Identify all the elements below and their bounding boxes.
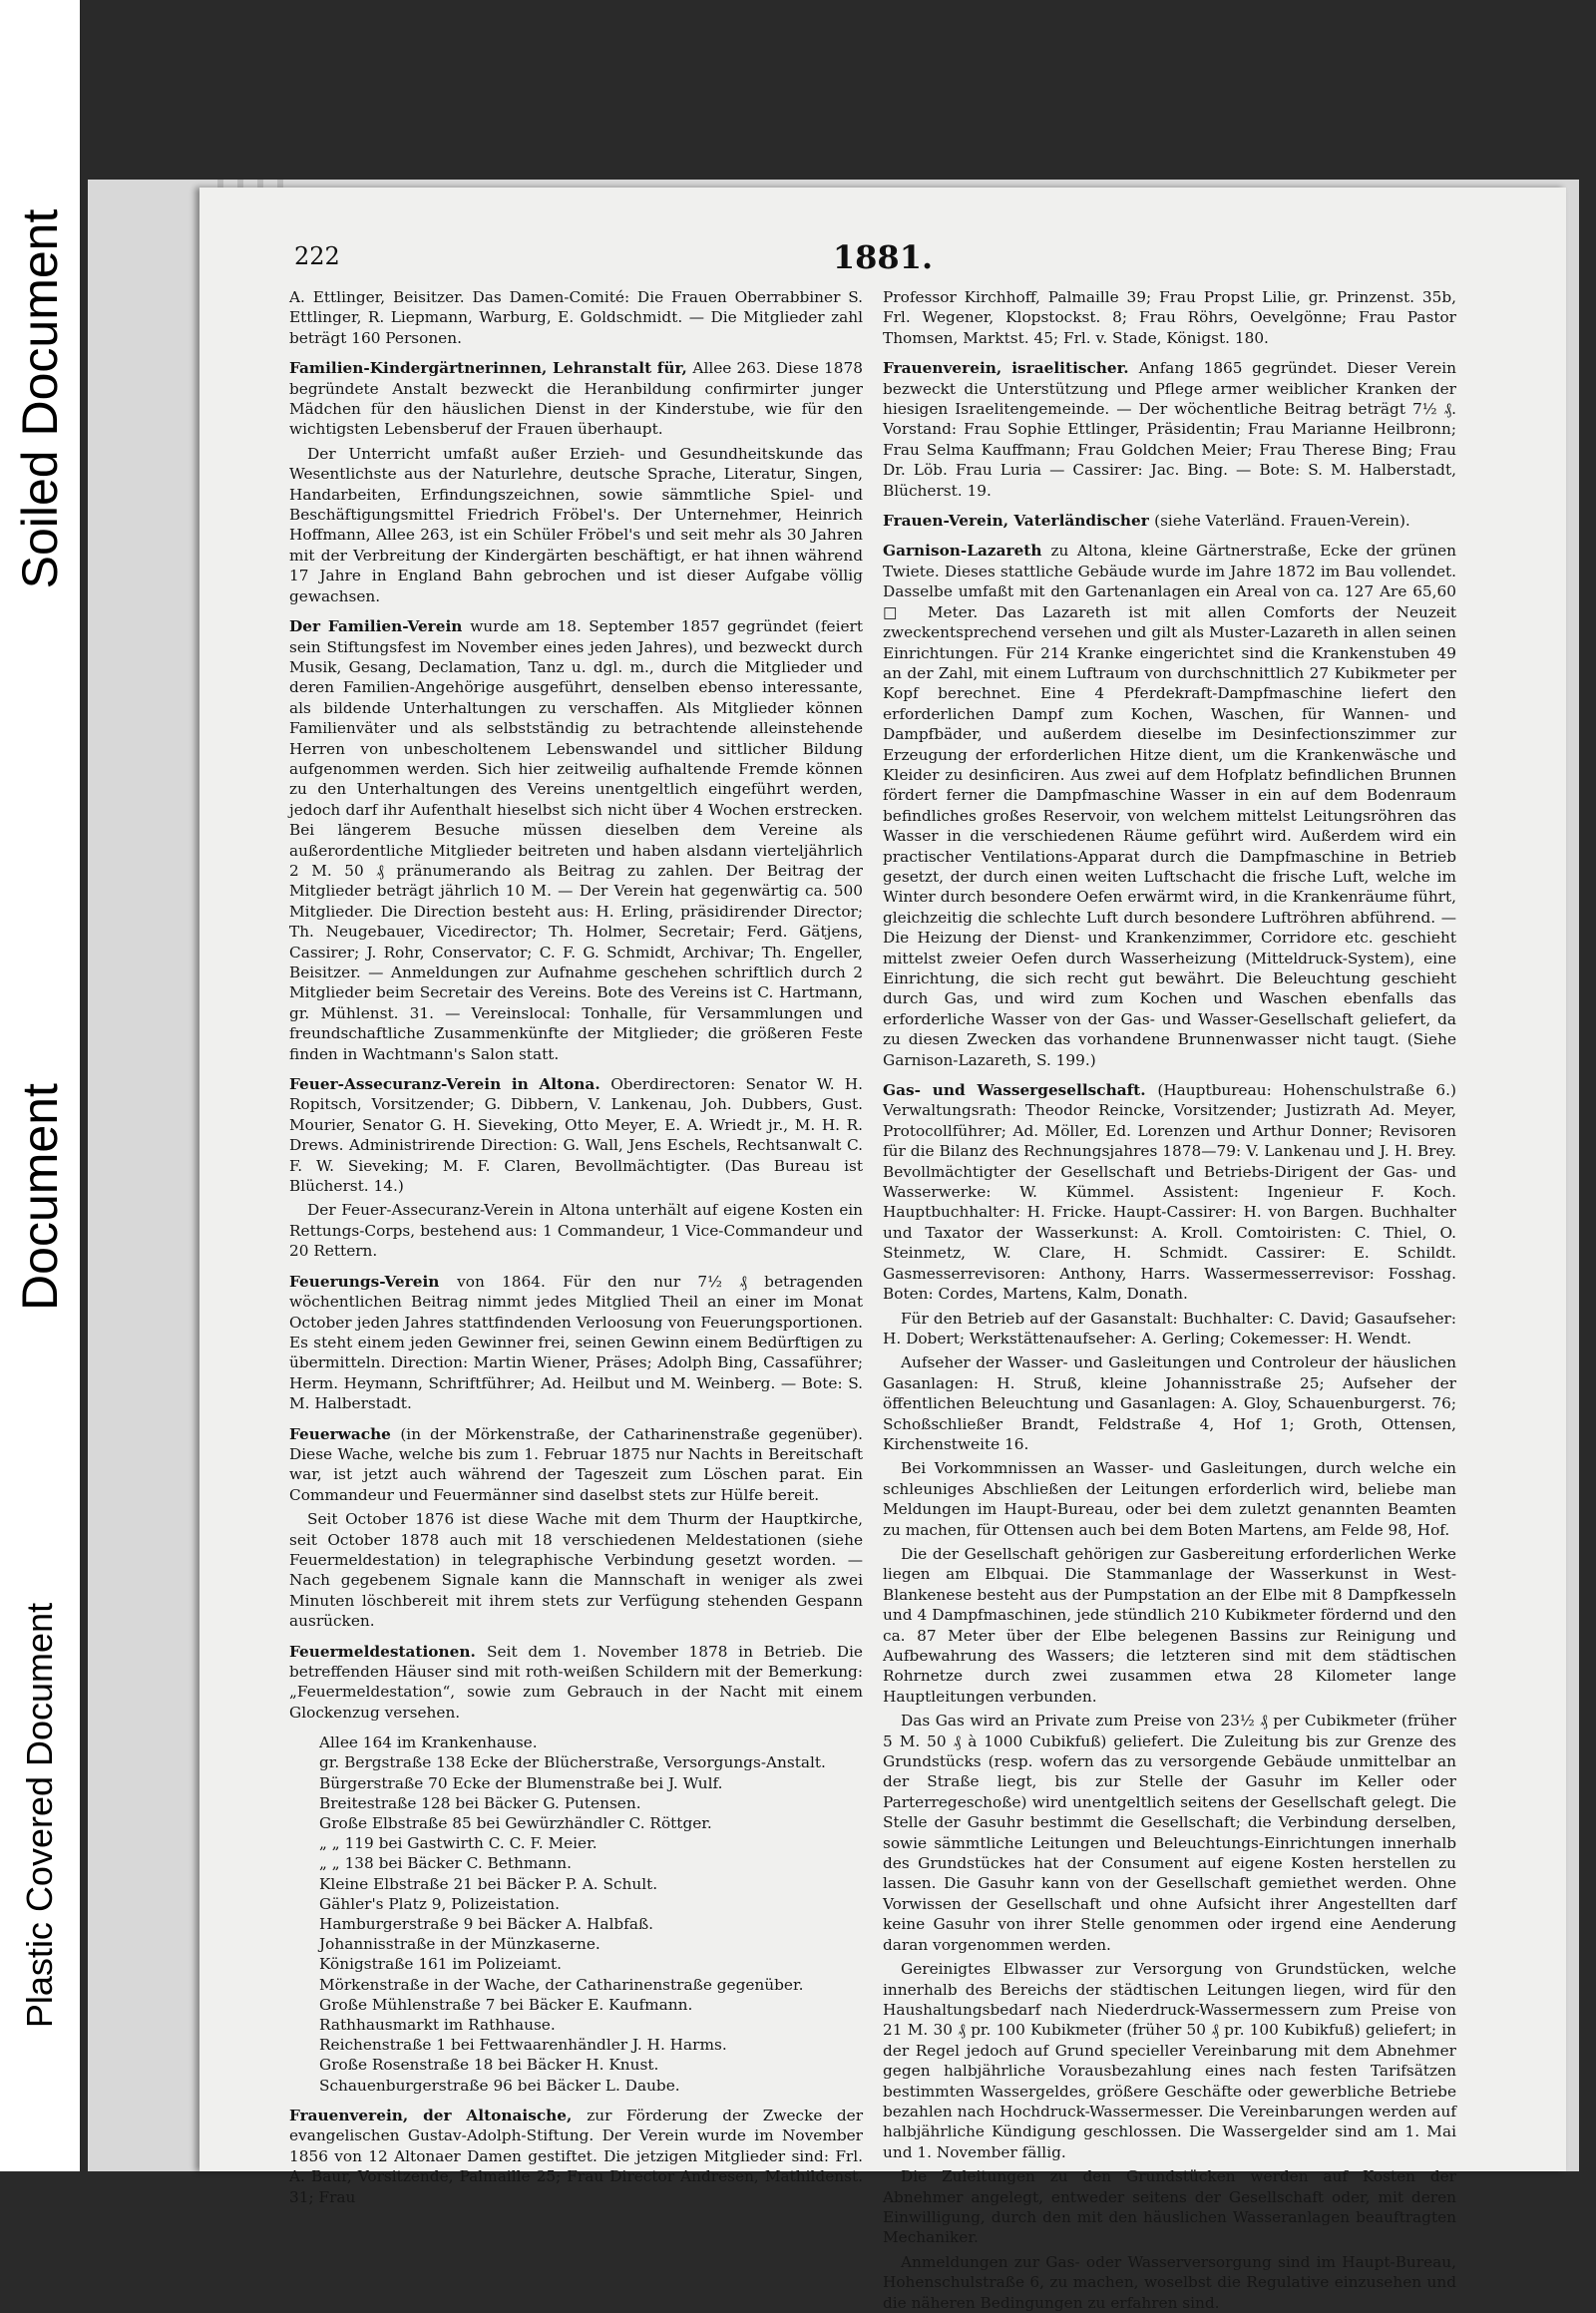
entry-text: zur Förderung der Zwecke der evangelischen Gustav-Adolph-Stiftung. Der Verein wurde im November 1856 von 12 Altonaer Damen gestiftet. Die jetzigen Mitglieder sind: Frl. A. Baur, Vorsitzende, Palmaille 25; Frau Director Andresen, Mathildenst. 31; Frau	[289, 2106, 864, 2206]
entry-paragraph	[883, 1959, 1456, 2162]
entry-text: Anmeldungen zur Gas- oder Wasserversorgung sind im Haupt-Bureau, Hohenschulstraße 6, zu machen, woselbst die Regulative einzusehen und die näheren Bedingungen zu erfahren sind.	[883, 2252, 1456, 2312]
list-item: Gähler's Platz 9, Polizeistation.	[319, 1894, 560, 1913]
list-item: Johannisstraße in der Münzkaserne.	[319, 1935, 600, 1954]
left-column	[289, 287, 864, 2206]
station-list	[319, 1733, 863, 2096]
directory-entry	[289, 358, 863, 606]
entry-paragraph	[883, 1080, 1456, 1304]
list-item: Reichenstraße 1 bei Fettwaarenhändler J. H. Harms.	[319, 2036, 727, 2055]
entry-heading: Feuermeldestationen.	[289, 1642, 488, 1661]
directory-entry	[289, 616, 863, 1064]
list-item: Hamburgerstraße 9 bei Bäcker A. Halbfaß.	[319, 1915, 654, 1934]
entry-text: Seit October 1876 ist diese Wache mit dem Thurm der Hauptkirche, seit October 1878 auch mit 18 verschiedenen Meldestationen (siehe Feuermeldestation) in telegraphische Verbindung gesetzt worden. — Nach gegebenem Signale kann die Mannschaft in weniger als zwei Minuten löschbereit mit ihrem stets zur Verfügung stehenden Gespann ausrücken.	[289, 1510, 863, 1631]
directory-entry	[289, 1074, 863, 1262]
directory-entry	[883, 541, 1456, 1070]
entry-paragraph	[883, 2166, 1456, 2248]
list-item: „ „ 138 bei Bäcker C. Bethmann.	[319, 1854, 573, 1873]
list-item: Große Rosenstraße 18 bei Bäcker H. Knust.	[319, 2056, 659, 2075]
directory-entry	[289, 1642, 863, 1724]
entry-heading: Frauenverein, israelitischer.	[883, 359, 1139, 378]
right-column	[883, 287, 1457, 2312]
entry-text: wurde am 18. September 1857 gegründet (feiert sein Stiftungsfest im November eines jeden Jahres), und bezweckt durch Musik, Gesang, Declamation, Tanz u. dgl. m., durch die Mitglieder und deren Familien-Angehörige ausgeführt, denselben ebenso interessante, als bildende Unterhaltungen zu verschaffen. Als Mitglieder können Familienväter und als selbstständig zu betrachtende alleinstehende Herren von unbescholtenem Lebenswandel und sittlicher Bildung aufgenommen werden. Sich hier zeitweilig aufhaltende Fremde können zu den Unterhaltungen des Vereins unentgeltlich eingeführt werden, jedoch darf ihr Aufenthalt hieselbst sich nicht über 4 Wochen erstrecken. Bei längerem Besuche müssen dieselben dem Vereine als außerordentliche Mitglieder beitreten und haben alsdann vierteljährlich 2 M. 50 ₰ pränumerando als Beitrag zu zahlen. Der Beitrag der Mitglieder beträgt jährlich 10 M. — Der Verein hat gegenwärtig ca. 500 Mitglieder. Die Direction besteht aus: H. Erling, präsidirender Director; Th. Neugebauer, Vicedirector; Th. Holmer, Secretair; Ferd. Gätjens, Cassirer; J. Rohr, Conservator; C. F. G. Schmidt, Archivar; Th. Engeller, Beisitzer. — Anmeldungen zur Aufnahme geschehen schriftlich durch 2 Mitglieder beim Secretair des Vereins. Bote des Vereins ist C. Hartmann, gr. Mühlenst. 31. — Vereinslocal: Tonhalle, für Versammlungen und freundschaftliche Zusammenkünfte der Mitglieder; die größeren Feste finden in Wachtmann's Salon statt.	[289, 617, 863, 1063]
document-page	[200, 188, 1566, 2312]
entry-text: Die der Gesellschaft gehörigen zur Gasbereitung erforderlichen Werke liegen am Elbquai. Die Stammanlage der Wasserkunst in West-Blankenese besteht aus der Pumpstation an der Elbe mit 8 Dampfkesseln und 4 Dampfmaschinen, jede stündlich 210 Kubikmeter fördernd und den ca. 87 Meter über der Elbe belegenen Bassins zur Reinigung und Aufbewahrung des Wassers; die letzteren sind mit dem städtischen Rohrnetze durch zwei zusammen etwa 28 Kilometer lange Hauptleitungen verbunden.	[883, 1544, 1456, 1706]
entry-heading: Feuerungs-Verein	[289, 1272, 458, 1291]
page-header	[294, 238, 1471, 282]
margin-label-strip	[0, 0, 80, 2171]
list-item: Kleine Elbstraße 21 bei Bäcker P. A. Schult.	[319, 1874, 658, 1893]
list-item: Königstraße 161 im Polizeiamt.	[319, 1955, 562, 1974]
entry-text: Für den Betrieb auf der Gasanstalt: Buchhalter: C. David; Gasaufseher: H. Dobert; Werkstättenaufseher: A. Gerling; Cokemesser: H. Wendt.	[883, 1309, 1456, 1348]
list-item: Mörkenstraße in der Wache, der Catharinenstraße gegenüber.	[319, 1975, 804, 1994]
directory-entry	[883, 287, 1456, 348]
entry-text: (siehe Vaterländ. Frauen-Verein).	[1154, 512, 1410, 531]
entry-paragraph	[289, 616, 863, 1064]
entry-paragraph	[883, 358, 1456, 501]
list-item: Große Mühlenstraße 7 bei Bäcker E. Kaufmann.	[319, 1995, 693, 2014]
page-year: 1881.	[832, 238, 934, 276]
directory-entry	[289, 2106, 863, 2207]
entry-paragraph	[289, 1272, 863, 1414]
entry-heading: Feuerwache	[289, 1424, 401, 1443]
list-item: Breitestraße 128 bei Bäcker G. Putensen.	[319, 1793, 641, 1812]
entry-paragraph	[883, 1309, 1456, 1349]
directory-entry	[883, 358, 1456, 501]
entry-paragraph	[883, 1352, 1456, 1454]
entry-paragraph	[883, 1544, 1456, 1707]
directory-entry	[883, 1080, 1456, 2313]
margin-label-soiled: Soiled Document	[12, 208, 68, 589]
page-number: 222	[294, 242, 340, 270]
entry-paragraph	[883, 1458, 1456, 1540]
entry-paragraph	[289, 2106, 863, 2207]
entry-paragraph	[289, 444, 863, 606]
list-item: „ „ 119 bei Gastwirth C. C. F. Meier.	[319, 1834, 598, 1853]
entry-text: Allee 263. Diese 1878 begründete Anstalt bezweckt die Heranbildung confirmirter junger Mädchen für den häuslichen Dienst in der Kinderstube, wie für den wichtigsten Lebensberuf der Frauen überhaupt.	[289, 359, 863, 439]
directory-entry	[289, 1272, 863, 1414]
entry-paragraph	[289, 1200, 863, 1261]
entry-paragraph	[289, 1509, 863, 1631]
list-item: Bürgerstraße 70 Ecke der Blumenstraße bei J. Wulf.	[319, 1773, 723, 1792]
entry-paragraph	[289, 358, 863, 440]
entry-text: Der Feuer-Assecuranz-Verein in Altona unterhält auf eigene Kosten ein Rettungs-Corps, bestehend aus: 1 Commandeur, 1 Vice-Commandeur und 20 Rettern.	[289, 1201, 863, 1261]
entry-text: A. Ettlinger, Beisitzer. Das Damen-Comité: Die Frauen Oberrabbiner S. Ettlinger, R. Liepmann, Warburg, E. Goldschmidt. — Die Mitglieder zahl beträgt 160 Personen.	[289, 288, 863, 347]
list-item: Rathhausmarkt im Rathhause.	[319, 2016, 556, 2035]
directory-entry	[883, 511, 1456, 531]
entry-text: Seit dem 1. November 1878 in Betrieb. Die betreffenden Häuser sind mit roth-weißen Schildern mit der Bemerkung: „Feuermeldestation“, sowie zum Gebrauch in der Nacht mit einem Glockenzug versehen.	[289, 1642, 863, 1722]
entry-paragraph	[883, 541, 1456, 1070]
entry-text: Professor Kirchhoff, Palmaille 39; Frau Propst Lilie, gr. Prinzenst. 35b, Frl. Wegener, Klopstockst. 8; Frau Röhrs, Oevelgönne; Frau Pastor Thomsen, Marktst. 45; Frl. v. Stade, Königst. 180.	[883, 288, 1456, 347]
entry-paragraph	[289, 1074, 863, 1196]
margin-label-plastic: Plastic Covered Document	[19, 1602, 60, 2029]
entry-text: Der Unterricht umfaßt außer Erzieh- und Gesundheitskunde das Wesentlichste aus der Naturlehre, deutsche Sprache, Literatur, Singen, Handarbeiten, Erfindungszeichnen, sowie sämmtliche Spiel- und Beschäftigungsmittel Friedrich Fröbel's. Der Unternehmer, Heinrich Hoffmann, Allee 263, ist ein Schüler Fröbel's und seit mehr als 30 Jahren mit der Verbreitung der Kindergärten beschäftigt, er hat ihnen während 17 Jahre in England Bahn gebrochen und ist dieser Aufgabe völlig gewachsen.	[289, 444, 863, 605]
entry-heading: Frauenverein, der Altonaische,	[289, 2106, 588, 2124]
entry-paragraph	[289, 287, 863, 348]
list-item: gr. Bergstraße 138 Ecke der Blücherstraße, Versorgungs-Anstalt.	[319, 1753, 826, 1772]
entry-text: Die Zuleitungen zu den Grundstücken werden auf Kosten der Abnehmer angelegt, entweder seitens der Gesellschaft oder, mit deren Einwilligung, durch den mit den häuslichen Wasseranlagen beauftragten Mechaniker.	[883, 2167, 1456, 2247]
entry-text: Aufseher der Wasser- und Gasleitungen und Controleur der häuslichen Gasanlagen: H. Struß, kleine Johannisstraße 25; Aufseher der öffentlichen Beleuchtung und Gasanlagen: A. Gloy, Schauenburgerst. 76; Schoßschließer Brandt, Feldstraße 4, Hof 1; Groth, Ottensen, Kirchenstweite 16.	[883, 1353, 1456, 1453]
entry-text: (Hauptbureau: Hohenschulstraße 6.) Verwaltungsrath: Theodor Reincke, Vorsitzender; Justizrath Ad. Meyer, Protocollführer; Ad. Möller, Ed. Lorenzen und Arthur Donner; Revisoren für die Bilanz des Rechnungsjahres 1878—79: V. Lankenau und J. H. Brey. Bevollmächtigter der Gesellschaft und Betriebs-Dirigent der Gas- und Wasserwerke: W. Kümmel. Assistent: Ingenieur F. Koch. Hauptbuchhalter: H. Fricke. Haupt-Cassirer: H. von Bargen. Buchhalter und Taxator der Wasserkunst: A. Kroll. Comtoiristen: C. Thiel, O. Steinmetz, W. Clare, H. Schmidt. Cassirer: E. Schildt. Gasmesserrevisoren: Anthony, Harrs. Wassermesserrevisor: Fosshag. Boten: Cordes, Martens, Kalm, Donath.	[883, 1081, 1456, 1304]
entry-heading: Garnison-Lazareth	[883, 542, 1051, 561]
entry-text: Oberdirectoren: Senator W. H. Ropitsch, Vorsitzender; G. Dibbern, V. Lankenau, Joh. Dubbers, Gust. Mourier, Senator G. H. Sieveking, Otto Meyer, E. A. Wriedt jr., M. H. R. Drews. Administrirende Direction: G. Wall, Jens Eschels, Rechtsanwalt C. F. W. Sieveking; M. F. Claren, Bevollmächtigter. (Das Bureau ist Blücherst. 14.)	[289, 1075, 864, 1196]
entry-paragraph	[883, 287, 1456, 348]
entry-paragraph	[883, 511, 1456, 531]
entry-text: Gereinigtes Elbwasser zur Versorgung von Grundstücken, welche innerhalb des Bereichs der städtischen Leitungen liegen, wird für den Haushaltungsbedarf nach Niederdruck-Wassermessern zum Preise von 21 M. 30 ₰ pr. 100 Kubikmeter (früher 50 ₰ pr. 100 Kubikfuß) geliefert; in der Regel jedoch auf Grund specieller Vereinbarung mit dem Abnehmer gegen halbjährliche Vorausbezahlung eines nach festen Tarifsätzen bestimmten Wassergeldes, größere Geschäfte oder gewerbliche Betriebe bezahlen nach Hochdruck-Wassermesser. Die Vereinbarungen werden auf halbjährliche Kündigung geschlossen. Die Wassergelder sind am 1. Mai und 1. November fällig.	[883, 1960, 1456, 2161]
margin-label-document: Document	[12, 1083, 68, 1311]
entry-paragraph	[289, 1642, 863, 1724]
directory-entry	[289, 1424, 863, 1632]
directory-entry	[289, 287, 863, 348]
entry-text: Bei Vorkommnissen an Wasser- und Gasleitungen, durch welche ein schleuniges Abschließen der Leitungen erforderlich wird, beliebe man Meldungen im Haupt-Bureau, oder bei dem zuletzt genannten Beamten zu machen, für Ottensen auch bei dem Boten Martens, am Felde 98, Hof.	[883, 1459, 1456, 1539]
entry-heading: Gas- und Wassergesellschaft.	[883, 1081, 1158, 1100]
entry-heading: Familien-Kindergärtnerinnen, Lehranstalt für,	[289, 359, 693, 378]
entry-heading: Frauen-Verein, Vaterländischer	[883, 512, 1155, 531]
entry-paragraph	[883, 1711, 1456, 1955]
entry-text: Anfang 1865 gegründet. Dieser Verein bezweckt die Unterstützung und Pflege armer weiblicher Kranken der hiesigen Israelitengemeinde. — Der wöchentliche Beitrag beträgt 7½ ₰. Vorstand: Frau Sophie Ettlinger, Präsidentin; Frau Marianne Heilbronn; Frau Selma Kauffmann; Frau Goldchen Meier; Frau Therese Bing; Frau Dr. Löb. Frau Luria — Cassirer: Jac. Bing. — Bote: S. M. Halberstadt, Blücherst. 19.	[883, 359, 1456, 500]
entry-text: zu Altona, kleine Gärtnerstraße, Ecke der grünen Twiete. Dieses stattliche Gebäude wurde im Jahre 1872 im Bau vollendet. Dasselbe umfaßt mit den Gartenanlagen ein Areal von ca. 127 Are 65,60 □ Meter. Das Lazareth ist mit allen Comforts der Neuzeit zweckentsprechend versehen und gilt als Muster-Lazareth in allen seinen Einrichtungen. Für 214 Kranke eingerichtet sind die Krankenstuben 49 an der Zahl, mit einem Luftraum von durchschnittlich 27 Kubikmeter per Kopf berechnet. Eine 4 Pferdekraft-Dampfmaschine liefert den erforderlichen Dampf zum Kochen, Waschen, für Wannen- und Dampfbäder, und außerdem dieselbe im Desinfectionszimmer zur Erzeugung der erforderlichen Hitze dient, um die Krankenwäsche und Kleider zu desinficiren. Aus zwei auf dem Hofplatz befindlichen Brunnen fördert ferner die Dampfmaschine Wasser in ein auf dem Bodenraum befindliches großes Reservoir, von welchem mittelst Leitungsröhren das Wasser in die verschiedenen Räume geführt wird. Außerdem wird ein practischer Ventilations-Apparat durch die Dampfmaschine in Betrieb gesetzt, der durch einen weiten Luftschacht die frische Luft, welche im Winter durch besondere Oefen erwärmt wird, in die Krankenräume führt, gleichzeitig die schlechte Luft durch besondere Luftröhren abführend. — Die Heizung der Dienst- und Krankenzimmer, Corridore etc. geschieht mittelst zweier Oefen durch Wasserheizung (Mitteldruck-System), eine Einrichtung, die sich recht gut bewährt. Die Beleuchtung geschieht durch Gas, und wird zum Kochen und Waschen ebenfalls das erforderliche Wasser von der Gas- und Wasser-Gesellschaft geliefert, da zu diesen Zwecken das vorhandene Brunnenwasser nicht taugt. (Siehe Garnison-Lazareth, S. 199.)	[883, 542, 1457, 1069]
list-item: Schauenburgerstraße 96 bei Bäcker L. Daube.	[319, 2076, 680, 2095]
list-item: Allee 164 im Krankenhause.	[319, 1734, 538, 1752]
entry-heading: Feuer-Assecuranz-Verein in Altona.	[289, 1075, 611, 1094]
entry-text: von 1864. Für den nur 7½ ₰ betragenden wöchentlichen Beitrag nimmt jedes Mitglied Theil an einer im Monat October jeden Jahres stattfindenden Verloosung von Feuerungsportionen. Es steht einem jeden Gewinner frei, seinen Gewinn einem Bedürftigen zu übermitteln. Direction: Martin Wiener, Präses; Adolph Bing, Cassaführer; Herm. Heymann, Schriftführer; Ad. Heilbut und M. Weinberg. — Bote: S. M. Halberstadt.	[289, 1272, 863, 1413]
list-item: Große Elbstraße 85 bei Gewürzhändler C. Röttger.	[319, 1814, 712, 1833]
entry-text: Das Gas wird an Private zum Preise von 23½ ₰ per Cubikmeter (früher 5 M. 50 ₰ à 1000 Cubikfuß) geliefert. Die Zuleitung bis zur Grenze des Grundstücks (resp. wofern das zu versorgende Gebäude unmittelbar an der Straße liegt, bis zur Stelle der Gasuhr im Keller oder Parterregeschoße) wird unentgeltlich seitens der Gesellschaft gelegt. Die Stelle der Gasuhr bestimmt die Gesellschaft; die Verbindung derselben, sowie sämmtliche Leitungen und Beleuchtungs-Einrichtungen innerhalb des Grundstückes hat der Consument auf eigene Kosten herstellen zu lassen. Die Gasuhr kann von der Gesellschaft gemiethet werden. Ohne Vorwissen der Gesellschaft und ohne Aufsicht ihrer Angestellten darf keine Gasuhr von ihrer Stelle genommen oder irgend eine Aenderung daran vorgenommen werden.	[883, 1712, 1456, 1954]
entry-text: (in der Mörkenstraße, der Catharinenstraße gegenüber). Diese Wache, welche bis zum 1. Februar 1875 nur Nachts in Bereitschaft war, ist jetzt auch während der Tageszeit zum Löschen parat. Ein Commandeur und Feuermänner sind daselbst stets zur Hülfe bereit.	[289, 1424, 863, 1504]
entry-paragraph	[883, 2252, 1456, 2313]
entry-heading: Der Familien-Verein	[289, 617, 471, 636]
entry-paragraph	[289, 1424, 863, 1506]
